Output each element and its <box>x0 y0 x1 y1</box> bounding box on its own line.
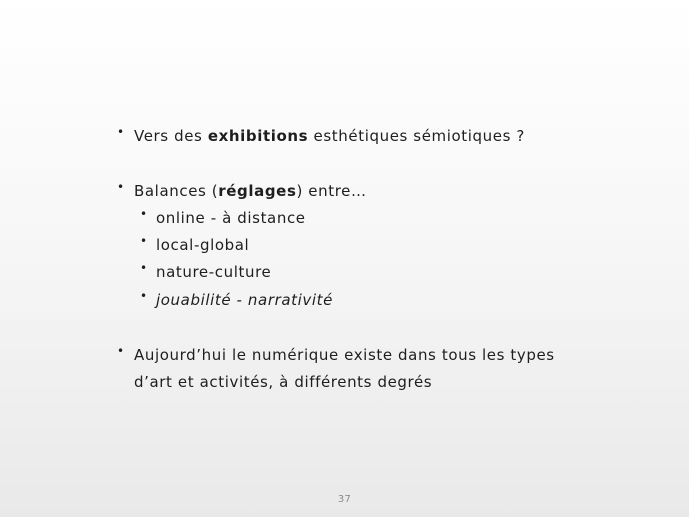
bullet-item-numerique-line2: d’art et activités, à différents degrés <box>134 373 433 391</box>
bullet-marker: • <box>117 344 125 358</box>
bullet-bold-text: exhibitions <box>207 127 309 145</box>
page-number: 37 <box>337 494 352 505</box>
bullet-marker: • <box>117 125 125 139</box>
sub-item-jouabilite: jouabilité - narrativité <box>156 291 333 309</box>
bullet-item-numerique-line1: Aujourd’hui le numérique existe dans tous les types <box>134 346 555 364</box>
bullet-text: Vers des <box>134 127 208 145</box>
bullet-text: Balances ( <box>134 182 219 200</box>
sub-bullet-marker: • <box>140 289 148 303</box>
bullet-bold-text: réglages <box>218 182 297 200</box>
sub-item-local-global: local-global <box>156 236 250 254</box>
sub-item-online: online - à distance <box>156 209 306 227</box>
bullet-item-balances <box>134 182 367 200</box>
sub-item-nature-culture: nature-culture <box>156 263 272 281</box>
sub-bullet-marker: • <box>140 234 148 248</box>
sub-bullet-marker: • <box>140 207 148 221</box>
bullet-item-exhibitions <box>134 127 525 145</box>
sub-bullet-marker: • <box>140 261 148 275</box>
bullet-marker: • <box>117 180 125 194</box>
bullet-text: ) entre… <box>296 182 367 200</box>
bullet-text: esthétiques sémiotiques ? <box>308 127 525 145</box>
